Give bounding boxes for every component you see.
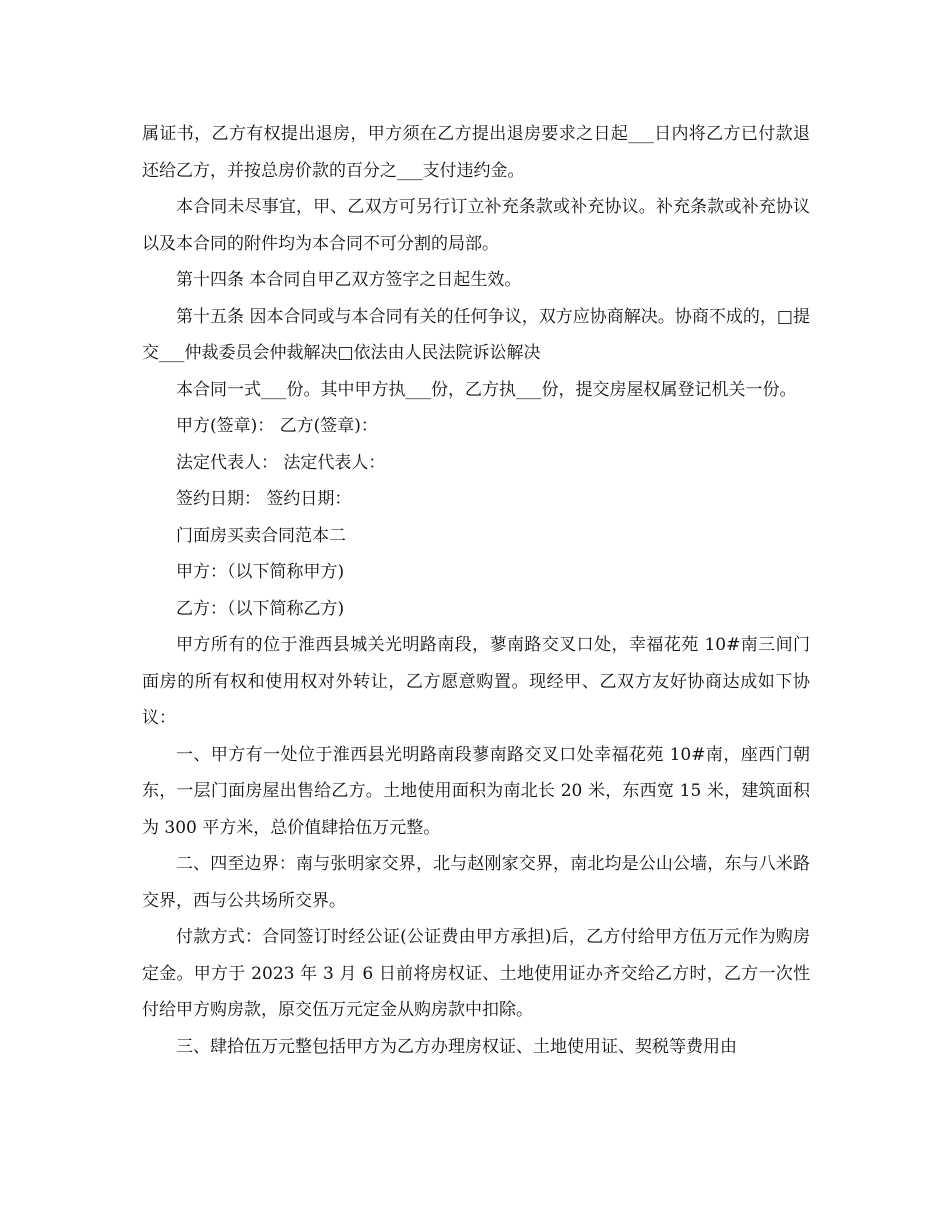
paragraph-clause-one: 一、甲方有一处位于淮西县光明路南段蓼南路交叉口处幸福花苑 10#南，座西门朝东，一层门面房屋出售给乙方。土地使用面积为南北长 20 米，东西宽 15 米，建筑面积为 300 平方米，总价值肆拾伍万元整。 [142, 744, 810, 838]
signature-line-representative: 法定代表人： 法定代表人： [176, 452, 386, 473]
paragraph-copies: 本合同一式___份。其中甲方执___份，乙方执___份，提交房屋权属登记机关一份。 [176, 379, 797, 400]
paragraph-article-15: 第十五条 因本合同或与本合同有关的任何争议，双方应协商解决。协商不成的，□提交___仲裁委员会仲裁解决□依法由人民法院诉讼解决 [142, 306, 810, 363]
paragraph-article-14: 第十四条 本合同自甲乙双方签字之日起生效。 [176, 270, 522, 290]
paragraph-supplementary-agreement: 本合同未尽事宜，甲、乙双方可另行订立补充条款或补充协议。补充条款或补充协议以及本合同的附件均为本合同不可分割的局部。 [142, 197, 810, 254]
paragraph-clause-two: 二、四至边界：南与张明家交界，北与赵刚家交界，南北均是公山公墙，东与八米路交界，西与公共场所交界。 [142, 854, 810, 911]
paragraph-refund-clause: 属证书，乙方有权提出退房，甲方须在乙方提出退房要求之日起___日内将乙方已付款退还给乙方，并按总房价款的百分之___支付违约金。 [142, 124, 810, 181]
paragraph-property-intro: 甲方所有的位于淮西县城关光明路南段，蓼南路交叉口处，幸福花苑 10#南三间门面房的所有权和使用权对外转让，乙方愿意购置。现经甲、乙双方友好协商达成如下协议： [142, 635, 810, 728]
party-b-line: 乙方：（以下简称乙方) [176, 598, 345, 619]
paragraph-clause-three: 三、肆拾伍万元整包括甲方为乙方办理房权证、土地使用证、契税等费用由 [176, 1036, 737, 1057]
section-title-template-two: 门面房买卖合同范本二 [176, 525, 346, 546]
signature-line-seal: 甲方(签章)： 乙方(签章)： [176, 416, 378, 436]
party-a-line: 甲方：（以下简称甲方) [176, 562, 345, 582]
document-body [142, 116, 810, 1065]
signature-line-date: 签约日期： 签约日期： [176, 489, 352, 509]
paragraph-payment-method: 付款方式：合同签订时经公证(公证费由甲方承担)后，乙方付给甲方伍万元作为购房定金。甲方于 2023 年 3 月 6 日前将房权证、土地使用证办齐交给乙方时，乙方一次性付给甲方购房款，原交伍万元定金从购房款中扣除。 [142, 927, 810, 1020]
